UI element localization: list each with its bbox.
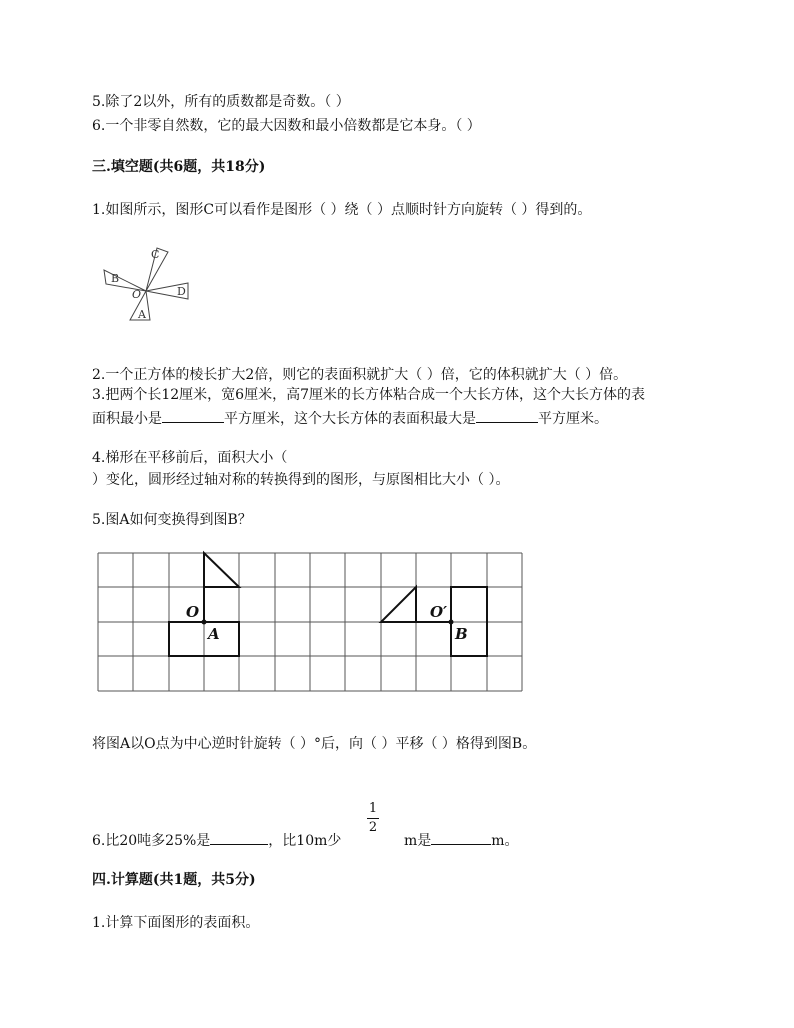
judgement-q6: 6.一个非零自然数，它的最大因数和最小倍数都是它本身。（ ） bbox=[92, 118, 481, 134]
fill-q1: 1.如图所示，图形C可以看作是图形（ ）绕（ ）点顺时针方向旋转（ ）得到的。 bbox=[92, 202, 592, 218]
grid-lines bbox=[98, 553, 522, 691]
fill-q2: 2.一个正方体的棱长扩大2倍，则它的表面积就扩大（ ）倍，它的体积就扩大（ ）倍。 bbox=[92, 367, 628, 383]
section4-heading: 四.计算题(共1题，共5分) bbox=[92, 872, 256, 888]
q3-text-c: 平方厘米。 bbox=[538, 411, 608, 427]
q6-blank-1[interactable] bbox=[210, 830, 268, 845]
fill-q3-line2 bbox=[92, 408, 608, 429]
q6-frac-den: 2 bbox=[368, 820, 378, 835]
q3-blank-2[interactable] bbox=[476, 408, 538, 423]
label-o-prime: O′ bbox=[430, 603, 448, 621]
judgement-q5: 5.除了2以外，所有的质数都是奇数。（ ） bbox=[92, 94, 350, 110]
label-b: B bbox=[455, 625, 468, 643]
fill-q6-tail bbox=[404, 830, 519, 851]
label-a: A bbox=[208, 625, 220, 643]
q6-text-b: ，比10m少 bbox=[268, 833, 342, 849]
q6-text-c: m是 bbox=[404, 833, 432, 849]
label-o: O bbox=[132, 288, 142, 301]
label-b: B bbox=[111, 272, 120, 285]
q6-fraction bbox=[367, 802, 379, 835]
q3-text-b: 平方厘米，这个大长方体的表面积最大是 bbox=[224, 411, 476, 427]
calc-q1: 1.计算下面图形的表面积。 bbox=[92, 915, 260, 931]
label-o: O bbox=[186, 603, 200, 621]
q6-blank-2[interactable] bbox=[431, 830, 491, 845]
grid-figure bbox=[96, 546, 536, 698]
fill-q6 bbox=[92, 830, 341, 851]
section3-heading: 三.填空题(共6题，共18分) bbox=[92, 159, 266, 175]
fill-q5: 5.图A如何变换得到图B？ bbox=[92, 512, 252, 528]
rotation-figure bbox=[102, 244, 202, 324]
fill-q5-answer: 将图A以O点为中心逆时针旋转（ ）°后，向（ ）平移（ ）格得到图B。 bbox=[92, 736, 537, 752]
q6-frac-num: 1 bbox=[368, 801, 378, 816]
fill-q3-line1: 3.把两个长12厘米，宽6厘米，高7厘米的长方体粘合成一个大长方体，这个大长方体的表 bbox=[92, 387, 645, 403]
fill-q4-line1: 4.梯形在平移前后，面积大小（ bbox=[92, 450, 288, 466]
label-c: C bbox=[151, 248, 160, 261]
label-d: D bbox=[177, 285, 186, 298]
point-o bbox=[202, 620, 207, 625]
fraction-bar bbox=[367, 818, 379, 819]
q6-text-a: 6.比20吨多25%是 bbox=[92, 833, 211, 849]
q3-text-a: 面积最小是 bbox=[92, 411, 162, 427]
point-o-prime bbox=[449, 620, 454, 625]
q6-text-d: m。 bbox=[491, 833, 519, 849]
label-a: A bbox=[138, 308, 146, 321]
q3-blank-1[interactable] bbox=[162, 408, 224, 423]
fill-q4-line2: ）变化，圆形经过轴对称的转换得到的图形，与原图相比大小（ ）。 bbox=[92, 472, 510, 488]
